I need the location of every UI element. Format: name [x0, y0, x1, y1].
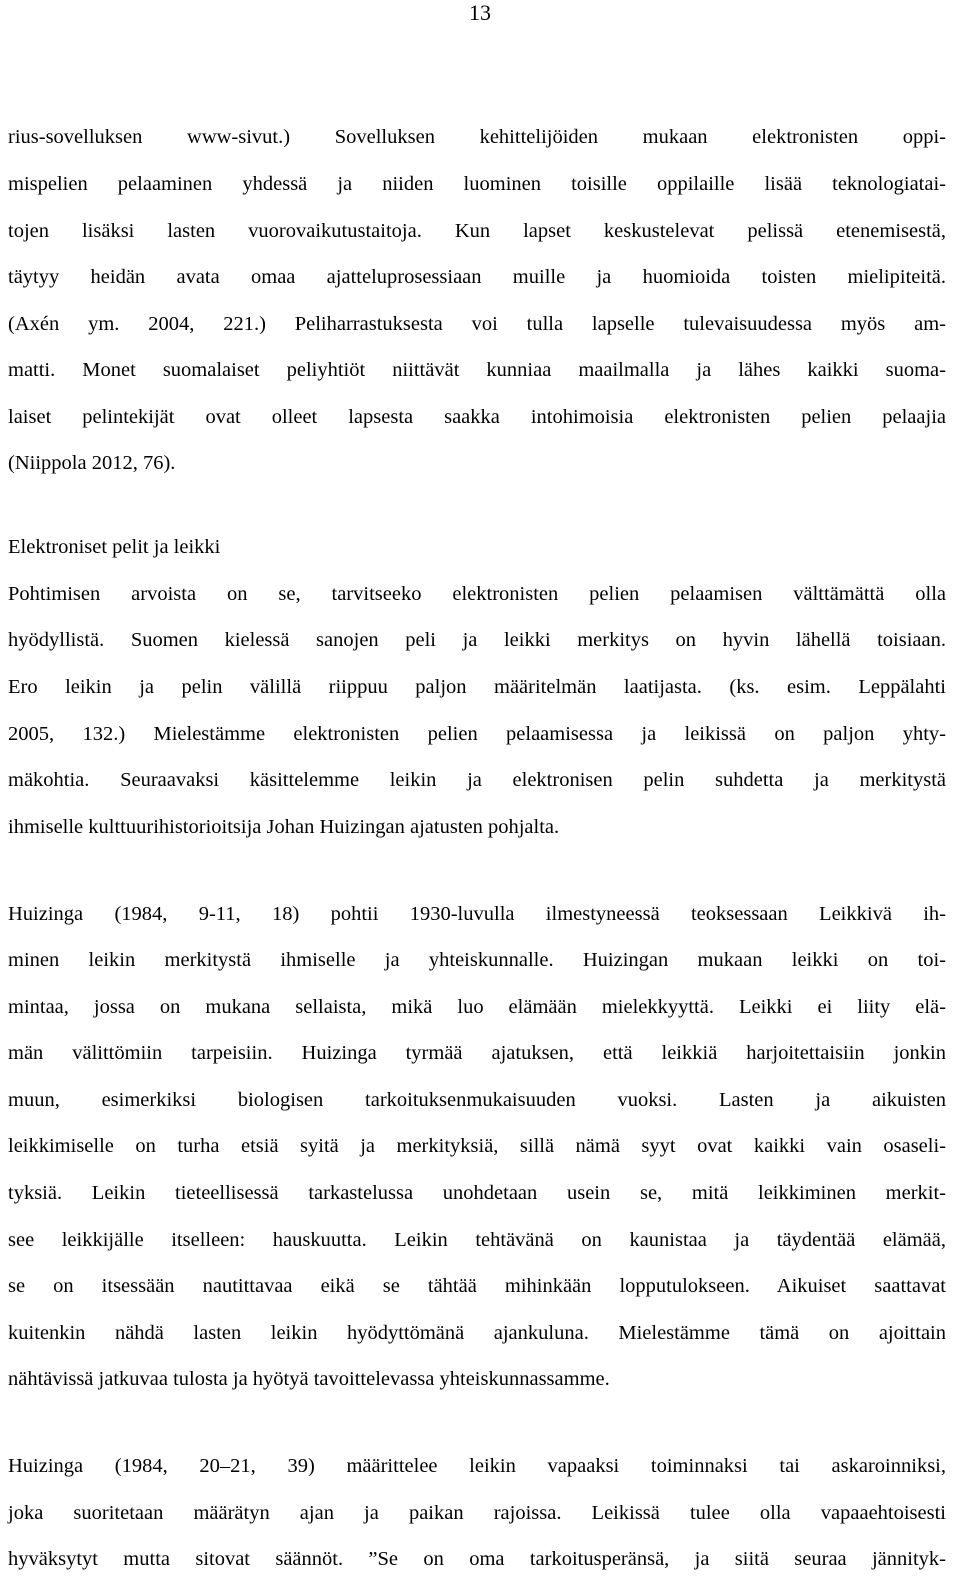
paragraph-4-line-3: hyväksytyt mutta sitovat säännöt. ”Se on oma tarkoitusperänsä, ja siitä seuraa jännityk- — [8, 1548, 946, 1570]
paragraph-3-line-2: minen leikin merkitystä ihmiselle ja yhteiskunnalle. Huizingan mukaan leikki on toi- — [8, 949, 946, 971]
paragraph-2-line-2: hyödyllistä. Suomen kielessä sanojen peli ja leikki merkitys on hyvin lähellä toisiaan. — [8, 629, 946, 651]
paragraph-1-line-1: rius-sovelluksen www-sivut.) Sovelluksen kehittelijöiden mukaan elektronisten oppi- — [8, 126, 946, 148]
paragraph-2-line-5: mäkohtia. Seuraavaksi käsittelemme leikin ja elektronisen pelin suhdetta ja merkitystä — [8, 769, 946, 791]
paragraph-3-line-1: Huizinga (1984, 9-11, 18) pohtii 1930-luvulla ilmestyneessä teoksessaan Leikkivä ih- — [8, 903, 946, 925]
paragraph-1-line-3: tojen lisäksi lasten vuorovaikutustaitoja. Kun lapset keskustelevat pelissä etenemisestä, — [8, 220, 946, 242]
paragraph-3-line-5: muun, esimerkiksi biologisen tarkoituksenmukaisuuden vuoksi. Lasten ja aikuisten — [8, 1089, 946, 1111]
paragraph-3-line-10: kuitenkin nähdä lasten leikin hyödyttömänä ajankuluna. Mielestämme tämä on ajoittain — [8, 1322, 946, 1344]
paragraph-1-line-7: laiset pelintekijät ovat olleet lapsesta saakka intohimoisia elektronisten pelien pelaajia — [8, 406, 946, 428]
paragraph-3-line-9: se on itsessään nautittavaa eikä se tähtää mihinkään lopputulokseen. Aikuiset saattavat — [8, 1275, 946, 1297]
paragraph-2-line-1: Pohtimisen arvoista on se, tarvitseeko elektronisten pelien pelaamisen välttämättä olla — [8, 583, 946, 605]
paragraph-3-line-4: män välittömiin tarpeisiin. Huizinga tyrmää ajatuksen, että leikkiä harjoitettaisiin jonkin — [8, 1042, 946, 1064]
paragraph-1-line-4: täytyy heidän avata omaa ajatteluprosessiaan muille ja huomioida toisten mielipiteitä. — [8, 266, 946, 288]
paragraph-1-line-6: matti. Monet suomalaiset peliyhtiöt niittävät kunniaa maailmalla ja lähes kaikki suoma- — [8, 359, 946, 381]
paragraph-2-line-4: 2005, 132.) Mielestämme elektronisten pelien pelaamisessa ja leikissä on paljon yhty- — [8, 723, 946, 745]
paragraph-3-line-11: nähtävissä jatkuvaa tulosta ja hyötyä tavoittelevassa yhteiskunnassamme. — [8, 1368, 610, 1390]
paragraph-1-line-8: (Niippola 2012, 76). — [8, 452, 176, 474]
paragraph-1-line-2: mispelien pelaaminen yhdessä ja niiden luominen toisille oppilaille lisää teknologiatai- — [8, 173, 946, 195]
paragraph-1-line-5: (Axén ym. 2004, 221.) Peliharrastuksesta voi tulla lapselle tulevaisuudessa myös am- — [8, 313, 946, 335]
paragraph-3-line-8: see leikkijälle itselleen: hauskuutta. Leikin tehtävänä on kaunistaa ja täydentää elämää, — [8, 1229, 946, 1251]
paragraph-3-line-6: leikkimiselle on turha etsiä syitä ja merkityksiä, sillä nämä syyt ovat kaikki vain osaseli- — [8, 1135, 946, 1157]
paragraph-2-line-6: ihmiselle kulttuurihistorioitsija Johan Huizingan ajatusten pohjalta. — [8, 816, 560, 838]
section-heading: Elektroniset pelit ja leikki — [8, 536, 221, 558]
paragraph-3-line-3: mintaa, jossa on mukana sellaista, mikä luo elämään mielekkyyttä. Leikki ei liity elä- — [8, 996, 946, 1018]
page-number: 13 — [469, 0, 491, 25]
paragraph-3-line-7: tyksiä. Leikin tieteellisessä tarkastelussa unohdetaan usein se, mitä leikkiminen merkit- — [8, 1182, 946, 1204]
paragraph-2-line-3: Ero leikin ja pelin välillä riippuu paljon määritelmän laatijasta. (ks. esim. Leppälahti — [8, 676, 946, 698]
paragraph-4-line-2: joka suoritetaan määrätyn ajan ja paikan rajoissa. Leikissä tulee olla vapaaehtoisesti — [8, 1502, 946, 1524]
paragraph-4-line-1: Huizinga (1984, 20–21, 39) määrittelee leikin vapaaksi toiminnaksi tai askaroinniksi, — [8, 1455, 946, 1477]
